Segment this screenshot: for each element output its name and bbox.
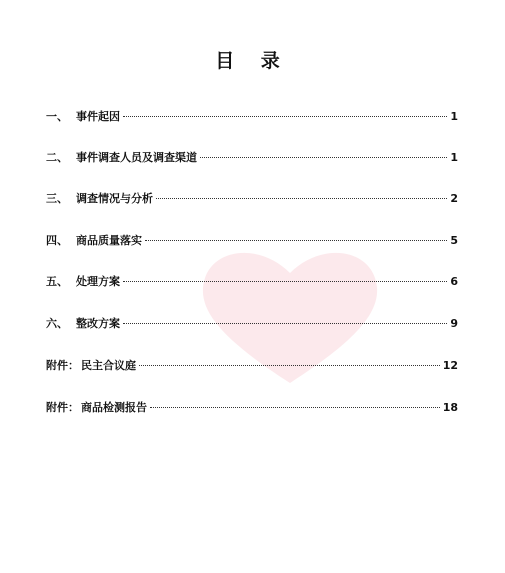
toc-number: 三、: [46, 192, 68, 205]
toc-number: 附件：: [46, 359, 79, 372]
toc-label: 处理方案: [76, 275, 120, 288]
toc-title: 目 录: [215, 50, 290, 72]
toc-page-number: 5: [450, 234, 458, 247]
toc-entry[interactable]: [46, 399, 458, 417]
toc-number: 二、: [46, 151, 68, 164]
toc-page-number: 18: [442, 401, 458, 414]
toc-entry[interactable]: [46, 108, 458, 126]
toc-page-number: 12: [442, 359, 458, 372]
toc-entry[interactable]: [46, 357, 458, 375]
dot-leader: [123, 116, 447, 117]
toc-entry[interactable]: [46, 315, 458, 333]
toc-label: 调查情况与分析: [76, 192, 153, 205]
toc-number: 一、: [46, 110, 68, 123]
toc-entry[interactable]: [46, 273, 458, 291]
toc-label: 商品质量落实: [76, 234, 142, 247]
toc-number: 五、: [46, 275, 68, 288]
toc-page-number: 9: [450, 317, 458, 330]
dot-leader: [150, 407, 440, 408]
dot-leader: [139, 365, 440, 366]
dot-leader: [123, 323, 447, 324]
toc-page-number: 2: [450, 192, 458, 205]
toc-label: 事件起因: [76, 110, 120, 123]
dot-leader: [200, 157, 447, 158]
toc-entry[interactable]: [46, 190, 458, 208]
toc-number: 四、: [46, 234, 68, 247]
toc-entry[interactable]: [46, 149, 458, 167]
toc-page-number: 6: [450, 275, 458, 288]
toc-entry[interactable]: [46, 232, 458, 250]
toc-label: 事件调查人员及调查渠道: [76, 151, 197, 164]
toc-page-number: 1: [450, 110, 458, 123]
toc-label: 整改方案: [76, 317, 120, 330]
toc-label: 民主合议庭: [81, 359, 136, 372]
toc-number: 附件：: [46, 401, 79, 414]
dot-leader: [145, 240, 447, 241]
dot-leader: [156, 198, 447, 199]
toc-page-number: 1: [450, 151, 458, 164]
dot-leader: [123, 281, 447, 282]
toc-number: 六、: [46, 317, 68, 330]
toc-label: 商品检测报告: [81, 401, 147, 414]
